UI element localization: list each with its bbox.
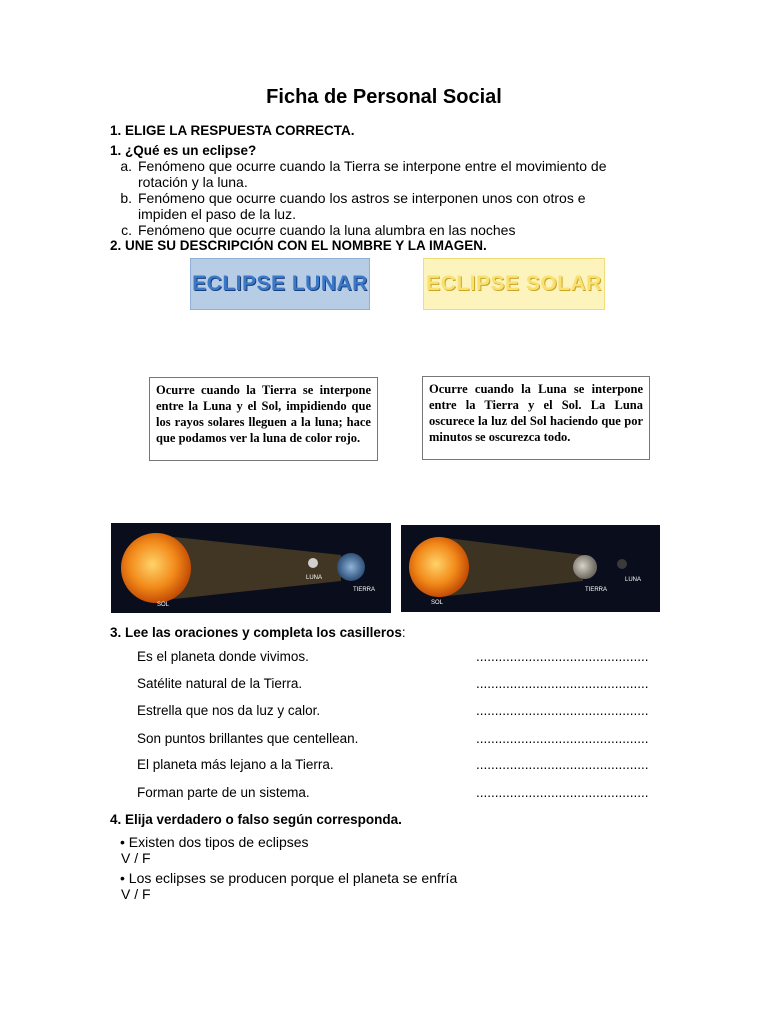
luna-label: LUNA — [625, 577, 642, 583]
option-b — [110, 190, 670, 224]
option-letter: c. — [121, 222, 132, 238]
earth — [337, 553, 365, 581]
tierra-label: TIERRA — [353, 587, 376, 593]
section3-colon: : — [401, 625, 406, 640]
section1-heading: 1. ELIGE LA RESPUESTA CORRECTA. — [110, 123, 355, 138]
lunar-eclipse-image — [111, 523, 391, 613]
fill-item: Estrella que nos da luz y calor. — [137, 703, 321, 718]
option-a — [110, 158, 670, 192]
fill-item: Forman parte de un sistema. — [137, 785, 310, 800]
tierra-label: TIERRA — [585, 587, 608, 593]
section2-heading: 2. UNE SU DESCRIPCIÓN CON EL NOMBRE Y LA IMAGEN. — [110, 238, 487, 253]
fill-item: El planeta más lejano a la Tierra. — [137, 757, 334, 772]
answer-blank[interactable]: .............................................. — [476, 703, 649, 718]
moon — [308, 558, 318, 568]
option-text: Fenómeno que ocurre cuando la luna alumbra en las noches — [138, 222, 516, 238]
tf-choice[interactable]: V / F — [121, 886, 151, 902]
sol-label: SOL — [157, 602, 170, 608]
sun — [121, 533, 191, 603]
lunar-eclipse-illustration — [111, 523, 391, 613]
solar-eclipse-illustration — [401, 525, 660, 612]
earth — [573, 555, 597, 579]
eclipse-lunar-text: ECLIPSE LUNAR — [192, 272, 368, 295]
section3-heading — [110, 625, 406, 640]
solar-eclipse-image — [401, 525, 660, 612]
page-title: Ficha de Personal Social — [266, 86, 502, 108]
section3-heading-text: 3. Lee las oraciones y completa los casilleros — [110, 625, 402, 640]
tf-statement: • Existen dos tipos de eclipses — [120, 834, 309, 850]
sol-label: SOL — [431, 600, 444, 606]
question-1: 1. ¿Qué es un eclipse? — [110, 143, 257, 158]
luna-label: LUNA — [306, 575, 323, 581]
fill-item: Son puntos brillantes que centellean. — [137, 731, 359, 746]
fill-item: Satélite natural de la Tierra. — [137, 676, 303, 691]
answer-blank[interactable]: .............................................. — [476, 757, 649, 772]
option-line: impiden el paso de la luz. — [138, 206, 296, 222]
tf-choice[interactable]: V / F — [121, 850, 151, 866]
moon — [617, 559, 627, 569]
eclipse-solar-text: ECLIPSE SOLAR — [426, 272, 602, 295]
answer-blank[interactable]: .............................................. — [476, 649, 649, 664]
description-solar: Ocurre cuando la Luna se interpone entre la Tierra y el Sol. La Luna oscurece la luz del Sol haciendo que por minutos se oscurezca todo. — [422, 376, 650, 460]
answer-blank[interactable]: .............................................. — [476, 731, 649, 746]
option-line: Fenómeno que ocurre cuando la Tierra se interpone entre el movimiento de — [138, 158, 607, 174]
eclipse-lunar-label — [190, 258, 370, 310]
answer-blank[interactable]: .............................................. — [476, 676, 649, 691]
option-line: rotación y la luna. — [138, 174, 248, 190]
eclipse-solar-label — [423, 258, 605, 310]
answer-blank[interactable]: .............................................. — [476, 785, 649, 800]
option-letter: b. — [120, 190, 132, 206]
tf-statement: • Los eclipses se producen porque el planeta se enfría — [120, 870, 458, 886]
description-lunar: Ocurre cuando la Tierra se interpone entre la Luna y el Sol, impidiendo que los rayos solares lleguen a la luna; hace que podamos ver la luna de color rojo. — [149, 377, 378, 461]
option-text — [138, 158, 658, 190]
option-line: Fenómeno que ocurre cuando los astros se interponen unos con otros e — [138, 190, 586, 206]
section4-heading: 4. Elija verdadero o falso según corresponda. — [110, 812, 402, 827]
option-letter: a. — [120, 158, 132, 174]
fill-item: Es el planeta donde vivimos. — [137, 649, 309, 664]
sun — [409, 537, 469, 597]
option-text — [138, 190, 658, 222]
